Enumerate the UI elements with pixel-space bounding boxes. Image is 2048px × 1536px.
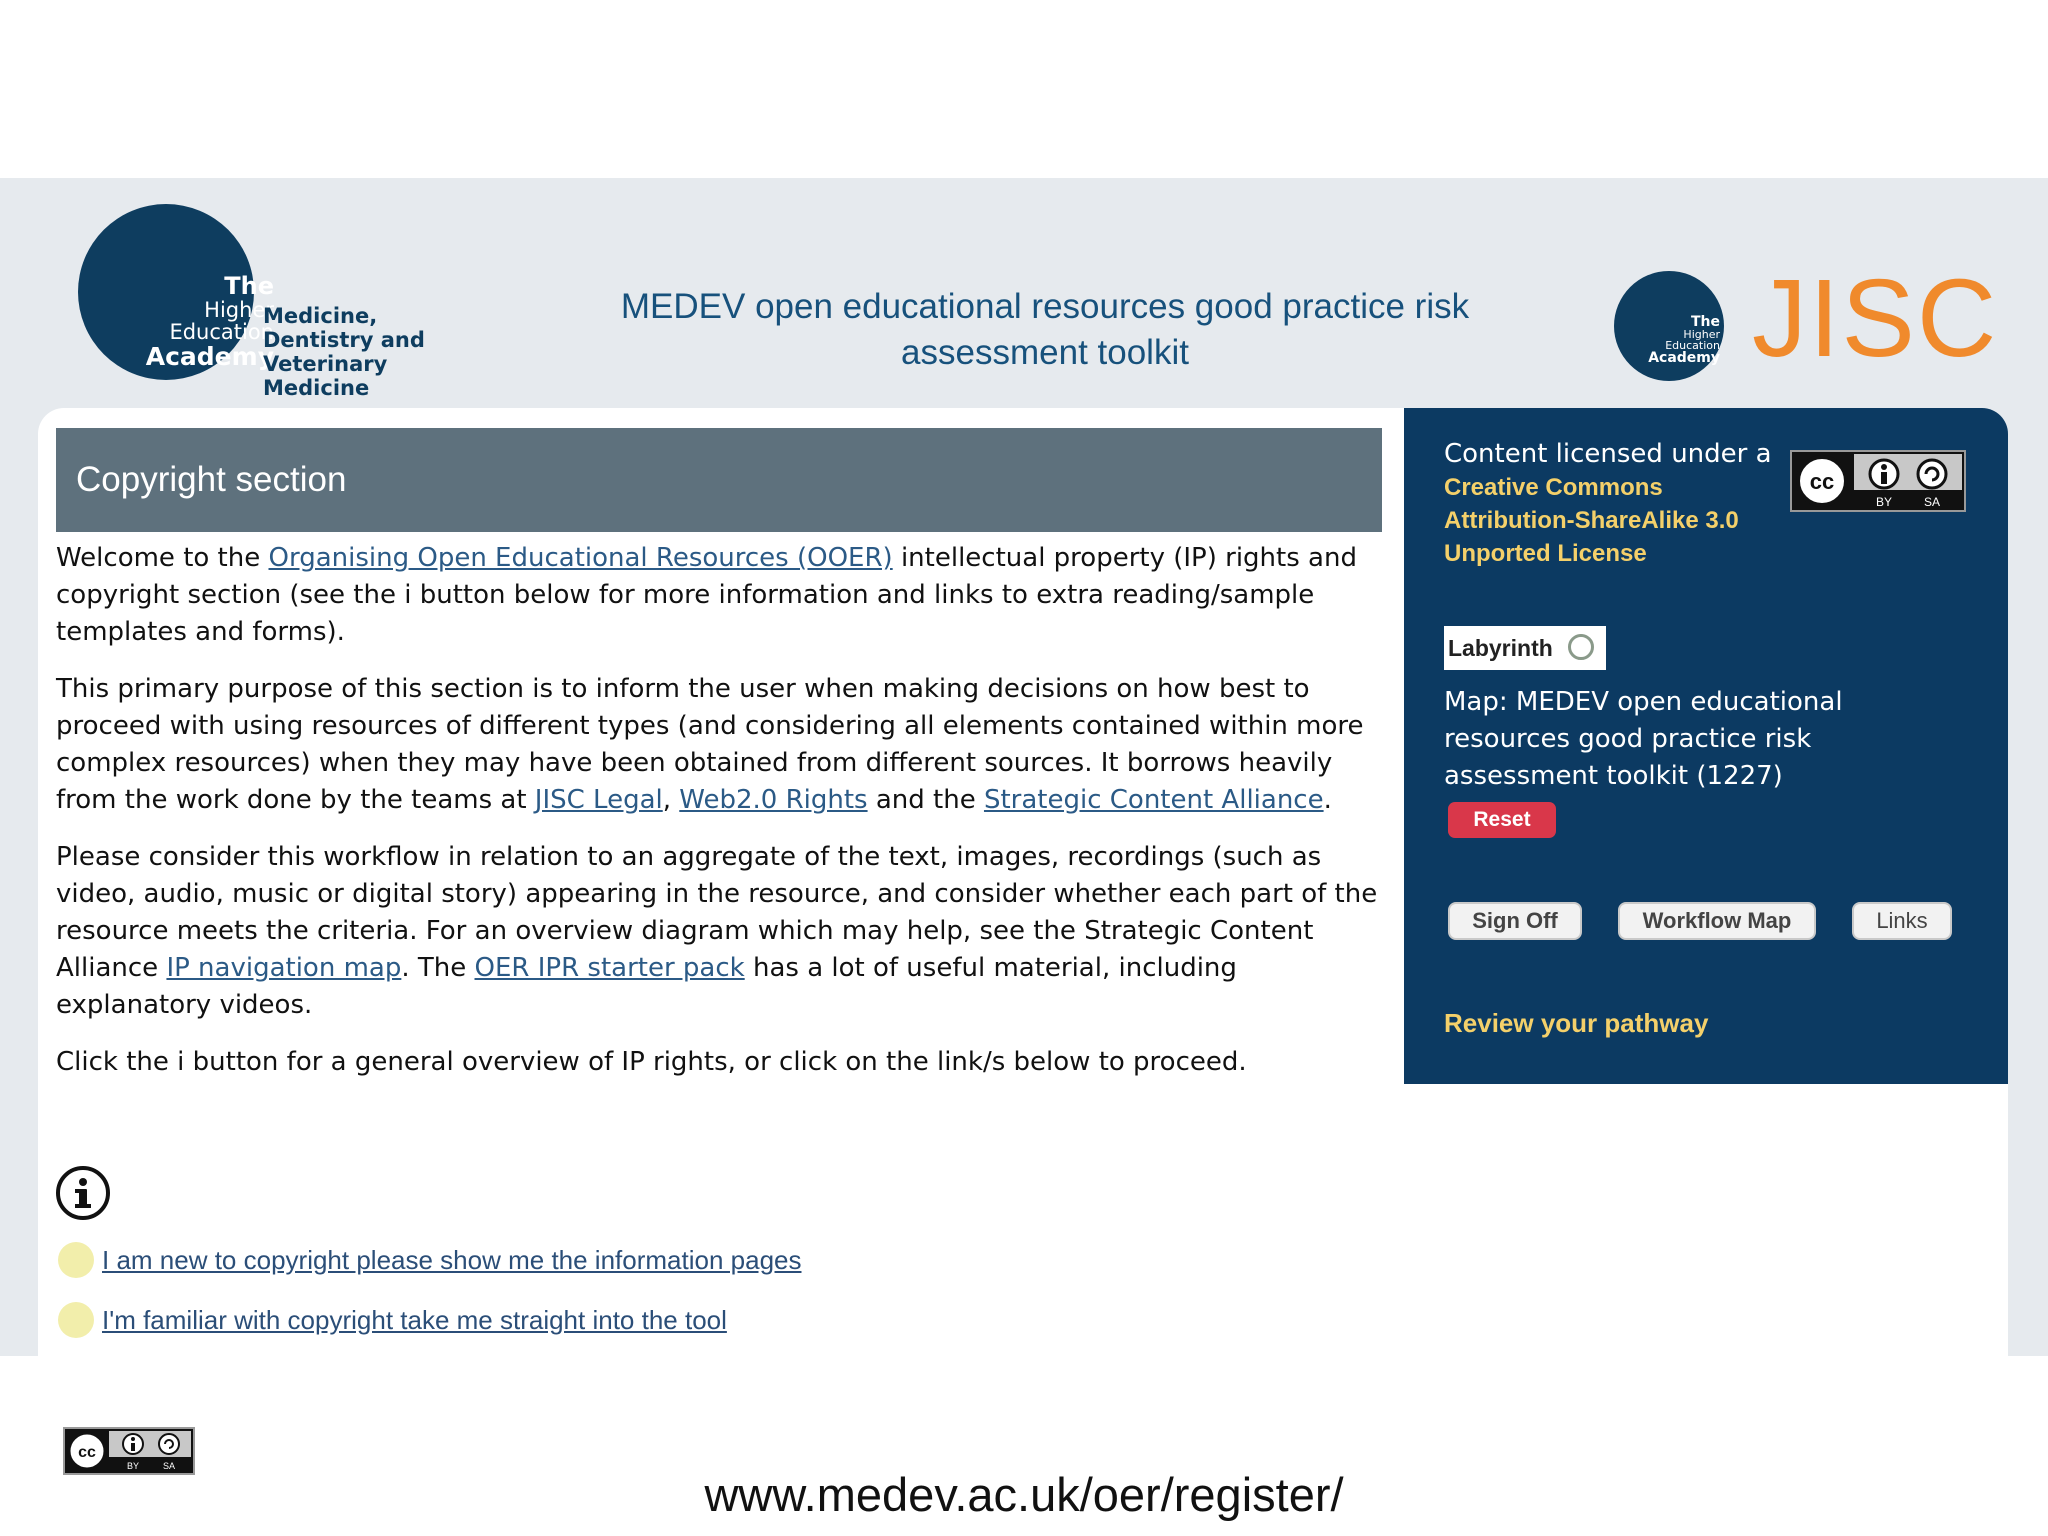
purpose-paragraph: This primary purpose of this section is to inform the user when making decisions on how best to proceed with using resources of different types (and considering all elements contained within more complex resources) when they may have been obtained from different sources. It borrows heavily from the work done by the teams at JISC Legal, Web2.0 Rights and the Strategic Content Alliance. bbox=[56, 674, 1364, 815]
choice-bullet-icon bbox=[58, 1242, 94, 1278]
svg-text:SA: SA bbox=[162, 1461, 176, 1471]
license-notice: Content licensed under a Creative Commons Attribution-ShareAlike 3.0 Unported License bbox=[1444, 438, 1784, 570]
hea-logo-text: The Higher Education Academy bbox=[145, 272, 274, 371]
hea-small-logo-text: The Higher Education Academy bbox=[1648, 314, 1720, 366]
site-title: MEDEV open educational resources good practice risk assessment toolkit bbox=[620, 287, 1470, 372]
medev-logo-text: Medicine, Dentistry and Veterinary Medicine bbox=[263, 304, 425, 400]
footer-url: www.medev.ac.uk/oer/register/ bbox=[704, 1468, 1344, 1521]
webpage-screenshot bbox=[0, 178, 2048, 1356]
review-pathway-link[interactable]: Review your pathway bbox=[1444, 1008, 1709, 1038]
hea-medev-logo[interactable] bbox=[78, 204, 498, 400]
jisc-logo[interactable]: JISC bbox=[1752, 257, 1999, 380]
choice-new-to-copyright-link[interactable]: I am new to copyright please show me the information pages bbox=[102, 1244, 802, 1275]
ooer-link[interactable]: Organising Open Educational Resources (OOER) bbox=[268, 543, 893, 573]
content-body bbox=[56, 540, 1386, 1101]
cc-license-link[interactable]: Creative Commons Attribution-ShareAlike 3.0 Unported License bbox=[1444, 474, 1739, 567]
choice-new-to-copyright[interactable] bbox=[58, 1240, 802, 1280]
oer-ipr-starter-pack-link[interactable]: OER IPR starter pack bbox=[474, 953, 745, 983]
labyrinth-sidebar bbox=[1404, 408, 2008, 1084]
choice-familiar-with-copyright-link[interactable]: I'm familiar with copyright take me straight into the tool bbox=[102, 1304, 727, 1335]
svg-text:BY: BY bbox=[1875, 495, 1893, 509]
instruction-paragraph: Click the i button for a general overview of IP rights, or click on the link/s below to proceed. bbox=[56, 1047, 1247, 1077]
map-title: Map: MEDEV open educational resources good practice risk assessment toolkit (1227) bbox=[1444, 687, 1843, 791]
cc-by-sa-badge-graphic bbox=[1792, 452, 1964, 510]
main-content-panel bbox=[38, 408, 1404, 1356]
web20-rights-link[interactable]: Web2.0 Rights bbox=[679, 785, 868, 815]
info-button[interactable] bbox=[56, 1166, 110, 1220]
choice-bullet-icon bbox=[58, 1302, 94, 1338]
workflow-map-button[interactable]: Workflow Map bbox=[1618, 902, 1816, 940]
svg-text:cc: cc bbox=[78, 1444, 96, 1461]
info-icon bbox=[63, 1173, 103, 1213]
section-header: Copyright section bbox=[56, 428, 1382, 532]
svg-text:cc: cc bbox=[1809, 469, 1835, 494]
svg-text:BY: BY bbox=[126, 1461, 140, 1471]
intro-paragraph: Welcome to the Organising Open Educational Resources (OOER) intellectual property (IP) rights and copyright section (see the i button below for more information and links to extra reading/sample templates and forms). bbox=[56, 543, 1357, 647]
cc-by-sa-icon[interactable] bbox=[1790, 450, 1966, 512]
svg-text:SA: SA bbox=[1923, 495, 1941, 509]
ip-navigation-map-link[interactable]: IP navigation map bbox=[166, 953, 402, 983]
labyrinth-swirl-icon bbox=[1568, 634, 1594, 660]
hea-small-logo[interactable] bbox=[1614, 271, 1724, 381]
links-button[interactable]: Links bbox=[1852, 902, 1952, 940]
strategic-content-alliance-link[interactable]: Strategic Content Alliance bbox=[983, 785, 1324, 815]
reset-button[interactable]: Reset bbox=[1448, 802, 1556, 838]
choice-familiar-with-copyright[interactable] bbox=[58, 1300, 727, 1340]
sidebar-empty-area bbox=[1404, 1084, 2008, 1356]
labyrinth-logo[interactable]: Labyrinth bbox=[1444, 626, 1606, 670]
workflow-paragraph: Please consider this workflow in relation to an aggregate of the text, images, recordings (such as video, audio, music or digital story) appearing in the resource, and consider whether each part of the resource meets the criteria. For an overview diagram which may help, see the Strategic Content Alliance IP navigation map. The OER IPR starter pack has a lot of useful material, including explanatory videos. bbox=[56, 842, 1378, 1020]
jisc-legal-link[interactable]: JISC Legal bbox=[534, 785, 663, 815]
sign-off-button[interactable]: Sign Off bbox=[1448, 902, 1582, 940]
